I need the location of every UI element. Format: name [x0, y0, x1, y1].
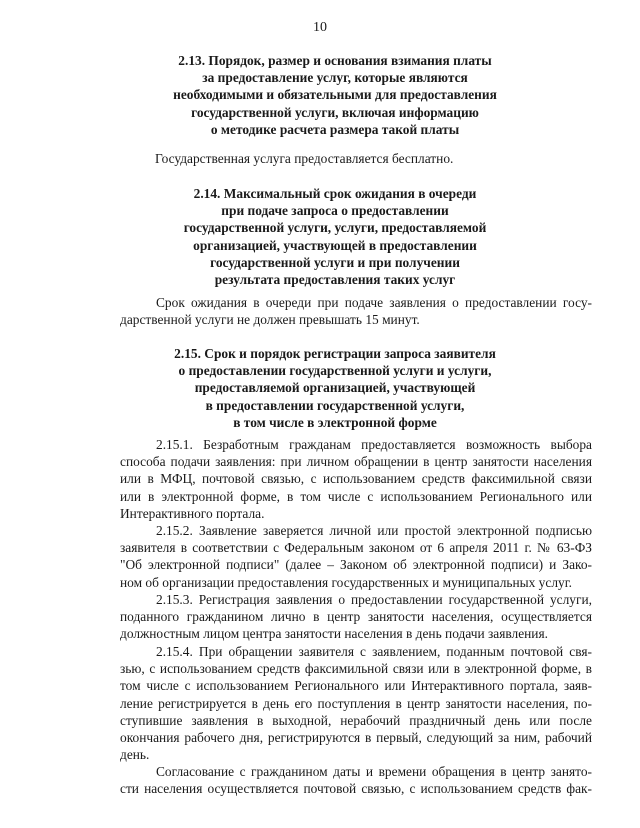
paragraph-consent	[120, 763, 592, 797]
text-line: или в электронной форме, в том числе с использованием Регионального или	[120, 488, 592, 504]
paragraph-2-15-1	[120, 436, 592, 522]
text-line: ление регистрируется в день его поступления в центр занятости населения, по-	[120, 695, 592, 711]
section-2-15-heading	[100, 345, 570, 431]
text-line: заявителя в соответствии с Федеральным законом от 6 апреля 2011 г. № 63-ФЗ	[120, 540, 592, 556]
text-line: или в МФЦ, почтовой связью, с использованием средств факсимильной связи	[120, 471, 592, 487]
text-line: Согласование с гражданином даты и времени обращения в центр занято-	[156, 764, 592, 779]
text-line: способа подачи заявления: при личном обращении в центр занятости населения	[120, 454, 592, 470]
heading-line: государственной услуги, включая информацию	[191, 104, 479, 120]
heading-line: за предоставление услуг, которые являются	[202, 70, 468, 86]
text-line: 2.15.2. Заявление заверяется личной или простой электронной подписью	[156, 523, 592, 538]
paragraph-2-15-2	[120, 522, 592, 591]
heading-line: о предоставлении государственной услуги и услуги,	[178, 363, 492, 379]
text-line: 2.15.1. Безработным гражданам предоставляется возможность выбора	[156, 437, 592, 452]
page-number: 10	[313, 20, 327, 35]
section-2-14-text	[120, 294, 592, 328]
text-line: том числе с использованием Регионального или Интерактивного портала, заяв-	[120, 678, 592, 694]
section-2-13-heading	[100, 52, 570, 138]
text-line: окончания рабочего дня, регистрируются в первый, следующий за ним, рабочий	[120, 730, 592, 746]
text-line: "Об электронной подписи" (далее – Законом об электронной подписи) и Зако-	[120, 557, 592, 573]
text-line: Интерактивного портала.	[120, 505, 265, 521]
heading-line: государственной услуги, услуги, предоставляемой	[183, 220, 487, 236]
text-line: Срок ожидания в очереди при подаче заявления о предоставлении госу-	[156, 295, 592, 310]
section-2-13-text	[155, 150, 585, 167]
text-line: ступившие заявления в выходной, нерабочий праздничный день или после	[120, 712, 592, 728]
text-line: ном об организации предоставления государственных и муниципальных услуг.	[120, 574, 573, 590]
section-2-14-heading	[100, 185, 570, 288]
heading-line: 2.13. Порядок, размер и основания взимания платы	[178, 53, 492, 68]
paragraph-2-15-4	[120, 643, 592, 763]
heading-line: государственной услуги и при получении	[210, 254, 460, 270]
text-line: поданного гражданином лично в центр занятости населения, осуществляется	[120, 609, 592, 625]
heading-line: 2.14. Максимальный срок ожидания в очереди	[193, 186, 477, 201]
heading-line: о методике расчета размера такой платы	[210, 121, 460, 137]
heading-line: 2.15. Срок и порядок регистрации запроса заявителя	[174, 346, 496, 361]
paragraph-2-15-3	[120, 591, 592, 643]
heading-line: результата предоставления таких услуг	[214, 272, 456, 288]
heading-line: необходимыми и обязательными для предоставления	[173, 87, 497, 103]
heading-line: организацией, участвующей в предоставлении	[193, 237, 477, 253]
text-line: день.	[120, 747, 150, 763]
text-line: сти населения осуществляется почтовой связью, с использованием средств фак-	[120, 781, 592, 797]
text-line: 2.15.4. При обращении заявителя с заявлением, поданным почтовой свя-	[156, 644, 592, 659]
heading-line: при подаче запроса о предоставлении	[221, 203, 449, 219]
heading-line: в том числе в электронной форме	[233, 414, 437, 430]
text-line: Государственная услуга предоставляется бесплатно.	[155, 151, 454, 166]
heading-line: предоставляемой организацией, участвующей	[194, 380, 476, 396]
text-line: должностным лицом центра занятости населения в день подачи заявления.	[120, 626, 548, 642]
heading-line: в предоставлении государственной услуги,	[205, 397, 465, 413]
text-line: дарственной услуги не должен превышать 15 минут.	[120, 312, 420, 328]
text-line: зью, с использованием средств факсимильной связи или в электронной форме, в	[120, 661, 592, 677]
text-line: 2.15.3. Регистрация заявления о предоставлении государственной услуги,	[156, 592, 592, 607]
